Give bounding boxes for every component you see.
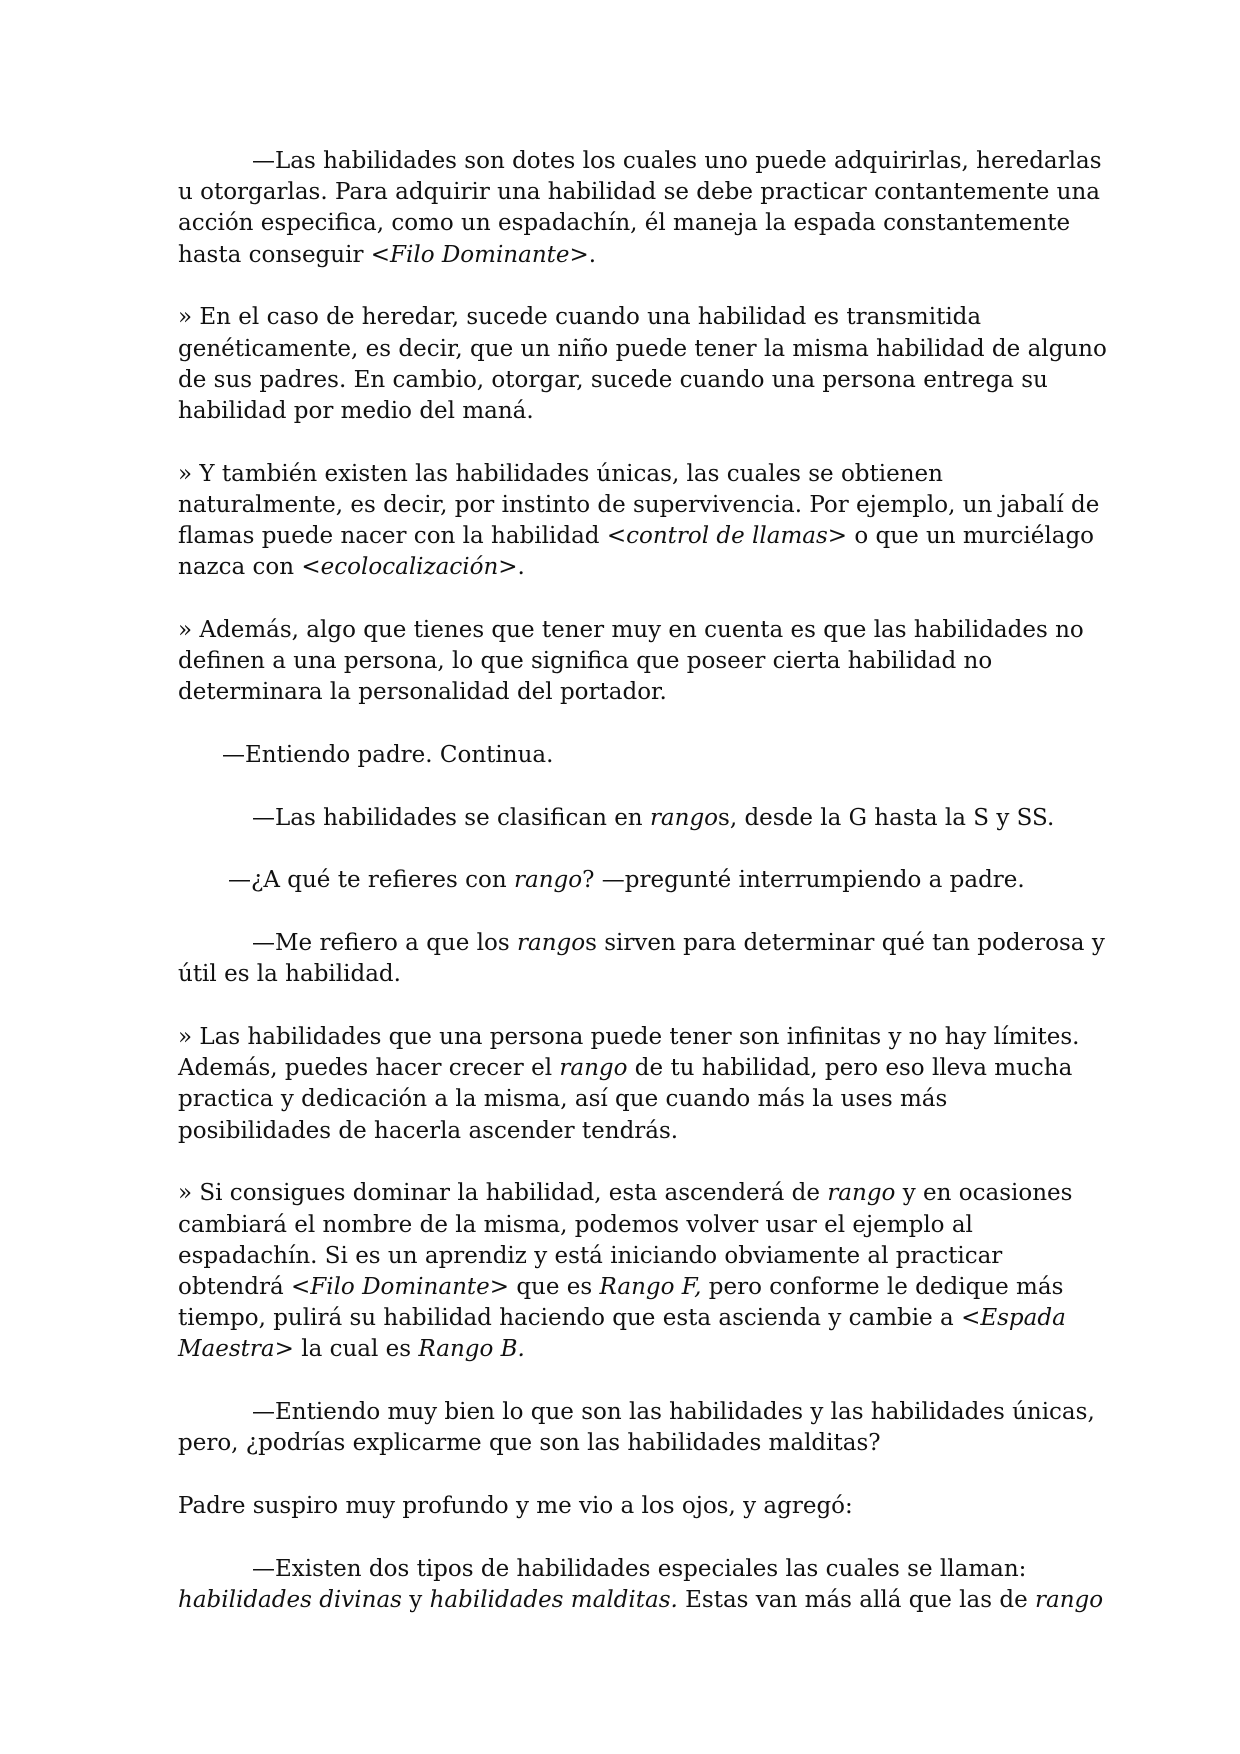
paragraph	[178, 459, 1100, 584]
text-line: » Si consigues dominar la habilidad, esta ascenderá de rango y en ocasiones	[178, 1180, 1073, 1207]
text-line: » En el caso de heredar, sucede cuando una habilidad es transmitida	[178, 304, 982, 331]
paragraph	[178, 1022, 1080, 1147]
text-line: Además, puedes hacer crecer el rango de tu habilidad, pero eso lleva mucha	[178, 1055, 1073, 1082]
text-line: Padre suspiro muy profundo y me vio a los ojos, y agregó:	[178, 1493, 853, 1519]
text-line: determinara la personalidad del portador.	[178, 679, 667, 706]
text-line: tiempo, pulirá su habilidad haciendo que esta ascienda y cambie a <Espada	[178, 1305, 1066, 1332]
text-line: —¿A qué te refieres con rango? —pregunté interrumpiendo a padre.	[228, 867, 1025, 894]
text-line: habilidad por medio del maná.	[178, 397, 534, 424]
text-line: » Además, algo que tienes que tener muy en cuenta es que las habilidades no	[178, 616, 1084, 643]
paragraph	[178, 740, 1068, 771]
text-line: obtendrá <Filo Dominante> que es Rango F, pero conforme le dedique más	[178, 1273, 1064, 1300]
paragraph	[178, 1491, 1068, 1522]
text-line: pero, ¿podrías explicarme que son las habilidades malditas?	[178, 1430, 881, 1457]
text-line: —Entiendo padre. Continua.	[222, 742, 554, 769]
text-line: —Me refiero a que los rangos sirven para determinar qué tan poderosa y	[252, 930, 1105, 957]
paragraph	[178, 615, 1084, 709]
document-body	[178, 146, 1107, 1648]
text-line: espadachín. Si es un aprendiz y está iniciando obviamente al practicar	[178, 1242, 1003, 1269]
text-line: útil es la habilidad.	[178, 961, 401, 988]
text-line: » Y también existen las habilidades únicas, las cuales se obtienen	[178, 460, 943, 487]
text-line: definen a una persona, lo que significa que poseer cierta habilidad no	[178, 648, 993, 675]
text-line: u otorgarlas. Para adquirir una habilidad se debe practicar contantemente una	[178, 179, 1100, 206]
paragraph	[178, 865, 1068, 896]
paragraph	[178, 803, 1068, 834]
text-line: practica y dedicación a la misma, así que cuando más la uses más	[178, 1086, 948, 1113]
text-line: —Las habilidades son dotes los cuales uno puede adquirirlas, heredarlas	[252, 148, 1102, 174]
text-line: de sus padres. En cambio, otorgar, sucede cuando una persona entrega su	[178, 366, 1048, 393]
text-line: —Las habilidades se clasifican en rangos, desde la G hasta la S y SS.	[252, 804, 1055, 831]
text-line: genéticamente, es decir, que un niño puede tener la misma habilidad de alguno	[178, 335, 1107, 362]
text-line: posibilidades de hacerla ascender tendrás.	[178, 1117, 679, 1144]
text-line: naturalmente, es decir, por instinto de supervivencia. Por ejemplo, un jabalí de	[178, 491, 1100, 518]
text-line: » Las habilidades que una persona puede tener son infinitas y no hay límites.	[178, 1024, 1080, 1051]
text-line: habilidades divinas y habilidades malditas. Estas van más allá que las de rango	[178, 1586, 1104, 1613]
paragraph	[178, 146, 1102, 271]
paragraph	[178, 1178, 1073, 1365]
text-line: —Existen dos tipos de habilidades especiales las cuales se llaman:	[252, 1555, 1027, 1582]
text-line: acción especifica, como un espadachín, él maneja la espada constantemente	[178, 210, 1071, 237]
text-line: Maestra> la cual es Rango B.	[178, 1336, 525, 1363]
paragraph	[178, 302, 1107, 427]
paragraph	[178, 1554, 1104, 1616]
text-line: flamas puede nacer con la habilidad <control de llamas> o que un murciélago	[178, 523, 1095, 550]
text-line: nazca con <ecolocalización>.	[178, 554, 525, 581]
text-line: cambiará el nombre de la misma, podemos volver usar el ejemplo al	[178, 1211, 973, 1238]
text-line: —Entiendo muy bien lo que son las habilidades y las habilidades únicas,	[252, 1399, 1095, 1426]
text-line: hasta conseguir <Filo Dominante>.	[178, 241, 597, 268]
paragraph	[178, 928, 1105, 990]
paragraph	[178, 1397, 1095, 1459]
